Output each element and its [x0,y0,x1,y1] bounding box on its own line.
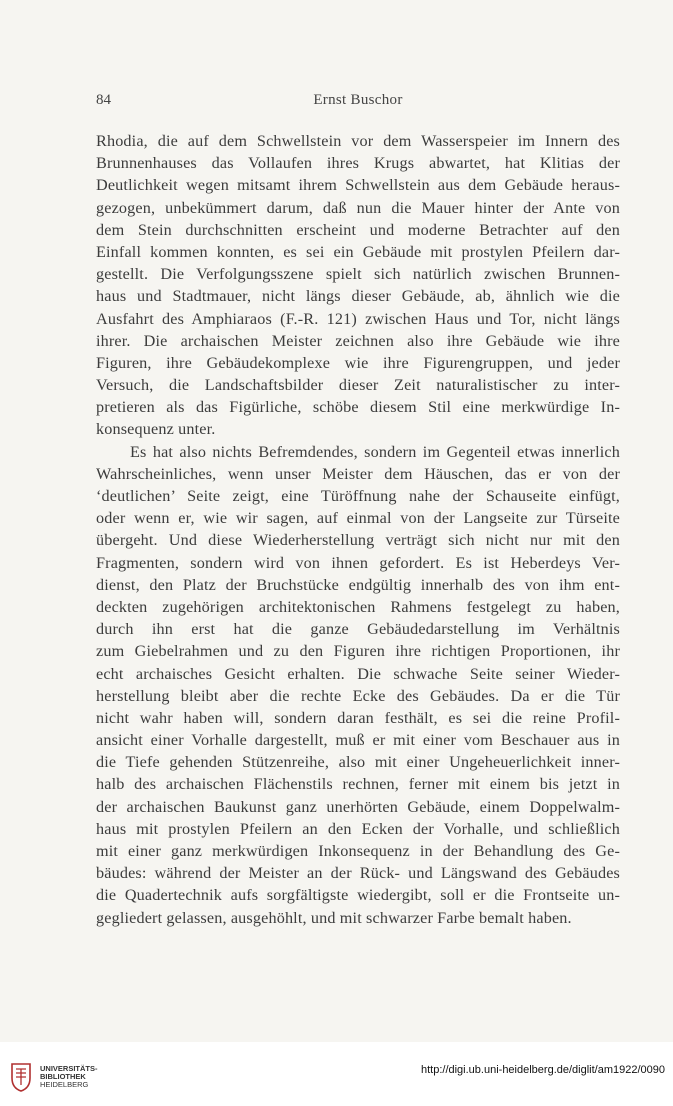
text-line: Rhodia, die auf dem Schwellstein vor dem Wasserspeier im Innern des [96,132,620,150]
text-line: der archaischen Baukunst ganz unerhörten Gebäude, einem Doppelwalm- [96,797,620,816]
library-logo[interactable] [8,1062,98,1092]
library-name-line2: BIBLIOTHEK [40,1072,86,1081]
page-header [96,92,620,116]
text-line: ihrer. Die archaischen Meister zeichnen also ihre Gebäude wie ihre [96,331,620,350]
text-line: gezogen, unbekümmert darum, daß nun die Mauer hinter der Ante von [96,198,620,217]
text-line: die Quadertechnik aufs sorgfältigste wiedergibt, soll er die Frontseite un- [96,886,620,905]
library-name-line1: UNIVERSITÄTS- [40,1064,98,1073]
text-line: Brunnenhauses das Vollaufen ihres Krugs abwartet, hat Klitias der [96,154,620,173]
text-line: oder wenn er, wie wir sagen, auf einmal von der Langseite zur Türseite [96,509,620,528]
text-line: übergeht. Und diese Wiederherstellung verträgt sich nicht nur mit den [96,531,620,550]
text-line: die Tiefe gehenden Stützenreihe, also mit einer Ungeheuerlichkeit inner- [96,753,620,772]
text-line: dem Stein durchschnitten erscheint und moderne Betrachter auf den [96,220,620,239]
page-number: 84 [96,92,111,108]
running-head: Ernst Buschor [313,92,403,108]
text-line: mit einer ganz merkwürdigen Inkonsequenz in der Behandlung des Ge- [96,842,620,860]
body-text [96,130,620,929]
text-line: Wahrscheinliches, wenn unser Meister dem Häuschen, das er von der [96,464,620,483]
library-name-line3: HEIDELBERG [40,1080,89,1089]
text-line: echt archaisches Gesicht erhalten. Die schwache Seite seiner Wieder- [96,664,620,683]
text-line: ‘deutlichen’ Seite zeigt, eine Türöffnung nahe der Schauseite einfügt, [96,487,620,505]
text-line: durch ihn erst hat die ganze Gebäudedarstellung im Verhältnis [96,620,620,639]
text-line: Versuch, die Landschaftsbilder dieser Zeit naturalistischer zu inter- [96,376,620,395]
text-line: nicht wahr haben will, sondern daran festhält, es sei die reine Profil- [96,708,620,727]
text-line: ansicht einer Vorhalle dargestellt, muß er mit einer vom Beschauer aus in [96,731,620,750]
text-line: gegliedert gelassen, ausgehöhlt, und mit schwarzer Farbe bemalt haben. [96,908,572,927]
text-line: Es hat also nichts Befremdendes, sondern im Gegenteil etwas innerlich [130,442,620,461]
text-line: bäudes: während der Meister an der Rück- und Längswand des Gebäudes [96,864,620,883]
text-line: halb des archaischen Flächenstils rechnen, ferner mit einem bis jetzt in [96,775,620,794]
text-line: Fragmenten, sondern wird von ihnen gefordert. Es ist Heberdeys Ver- [96,553,620,572]
text-line: herstellung bleibt aber die rechte Ecke des Gebäudes. Da er die Tür [96,686,620,705]
text-line: Figuren, ihre Gebäudekomplexe wie ihre Figurengruppen, und jeder [96,353,620,372]
text-line: haus und Stadtmauer, nicht längs dieser Gebäude, ab, ähnlich wie die [96,287,620,306]
text-line: dienst, den Platz der Bruchstücke endgültig innerhalb des von ihm ent- [96,575,620,594]
text-line: haus mit prostylen Pfeilern an den Ecken der Vorhalle, und schließlich [96,819,620,838]
text-line: deckten zugehörigen architektonischen Rahmens festgelegt zu haben, [96,597,620,616]
permalink-url[interactable]: http://digi.ub.uni-heidelberg.de/diglit/am1922/0090 [420,1064,665,1076]
text-line: Deutlichkeit wegen mitsamt ihrem Schwellstein aus dem Gebäude heraus- [96,176,620,195]
text-line: gestellt. Die Verfolgungsszene spielt sich natürlich zwischen Brunnen- [96,265,620,284]
text-line: Einfall kommen konnten, es sei ein Gebäude mit prostylen Pfeilern dar- [96,242,620,261]
text-line: pretieren als das Figürliche, schöbe diesem Stil eine merkwürdige In- [96,398,620,417]
text-line: konsequenz unter. [96,420,216,439]
library-crest-icon [8,1062,34,1092]
text-line: Ausfahrt des Amphiaraos (F.-R. 121) zwischen Haus und Tor, nicht längs [96,309,620,328]
text-line: zum Giebelrahmen und zu den Figuren ihre richtigen Proportionen, ihr [96,642,620,661]
library-name [40,1065,98,1089]
